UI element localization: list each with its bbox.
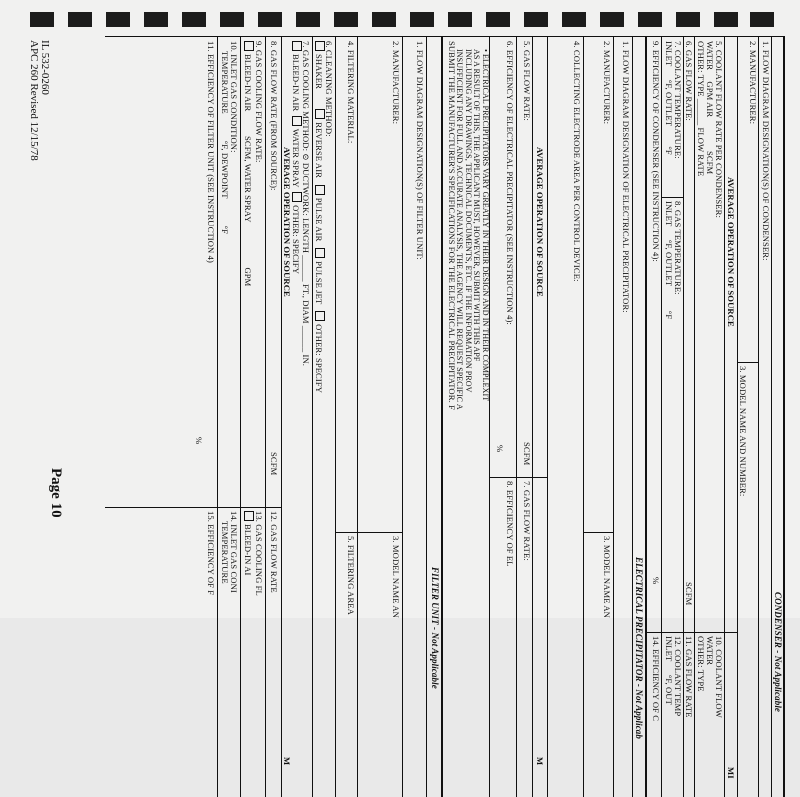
- bleed-in-air-checkbox[interactable]: [292, 41, 302, 51]
- precipitator-note: • ELECTRICAL PRECIPITATORS VARY GREATLY IN THEIR DESIGN AND IN THEIR COMPLEXIT AS A RESULT OF THIS, THE APPLICANT MUST, HOWEVER, SUBMIT WITH THIS APF INCLUDING ANY DRAWINGS, TECHNICAL DOCUMENTS, ETC. IF THE INFORMATION PROV INSUFFICIENT FOR FULL AND ACCURATE ANALYSIS, THE AGENCY WILL REQUEST SPECIFIC A: [455, 49, 490, 410]
- condenser-gas-temp-values: INLET °F, OUTLET °F: [664, 201, 674, 320]
- condenser-model-label: 3. MODEL NAME AND NUMBER:: [738, 366, 748, 497]
- bleed-in-air-flow-checkbox[interactable]: [244, 41, 254, 51]
- condenser-max-water: WATER: [705, 636, 715, 666]
- filter-cleaning-method-label: 6. CLEANING METHOD:: [324, 41, 334, 137]
- precipitator-title: ELECTRICAL PRECIPITATOR - Not Applicab: [634, 557, 644, 739]
- pulse-jet-checkbox[interactable]: [315, 248, 325, 258]
- filter-efficiency-max-label: 15. EFFICIENCY OF F: [206, 511, 216, 596]
- document-id: [28, 40, 50, 161]
- reverse-air-checkbox[interactable]: [315, 109, 325, 119]
- water-spray-checkbox[interactable]: [292, 116, 302, 126]
- punch-holes: [30, 12, 800, 28]
- filter-model-label: 3. MODEL NAME AN: [391, 536, 401, 618]
- filter-gas-flow-max-label: 12. GAS FLOW RATE: [269, 511, 279, 593]
- condenser-average-heading: AVERAGE OPERATION OF SOURCE: [726, 177, 736, 327]
- filter-efficiency-label: 11. EFFICIENCY OF FILTER UNIT (SEE INSTRUCTION 4): [206, 41, 216, 263]
- rotated-form: [105, 36, 785, 796]
- precipitator-electrode-area-label: 4. COLLECTING ELECTRODE AREA PER CONTROL DEVICE:: [572, 41, 582, 282]
- precipitator-max-heading: M: [535, 757, 545, 766]
- condenser-coolant-temp-label: 7. COOLANT TEMPERATURE:: [673, 41, 683, 159]
- filter-gas-flow-unit: SCFM: [269, 452, 279, 476]
- precipitator-efficiency-max-label: 8. EFFICIENCY OF EL: [505, 481, 515, 567]
- filter-gas-cooling-method: 7. GAS COOLING METHOD: ⊙ DUCTWORK: LENGTH ______ FT., DIAM ______ IN.: [301, 41, 311, 367]
- condenser-gas-flow-max-label: 11. GAS FLOW RATE: [684, 636, 694, 718]
- filter-cooling-flow-max-label: 13. GAS COOLING FL: [254, 511, 264, 596]
- revision-label: APC 260 Revised 12/15/78: [28, 40, 40, 161]
- condenser-manufacturer-label: 2. MANUFACTURER:: [748, 41, 758, 125]
- doc-code: IL 532-0260: [39, 40, 51, 95]
- precipitator-efficiency-label: 6. EFFICIENCY OF ELECTRICAL PRECIPITATOR (SEE INSTRUCTION 4):: [505, 41, 515, 325]
- filter-inlet-gas-label: 10. INLET GAS CONDITION:: [229, 41, 239, 153]
- condenser-max-other: OTHER: TYPE: [696, 636, 706, 692]
- filter-material-label: 4. FILTERING MATERIAL:: [346, 41, 356, 144]
- filter-cooling-flow-label: 9. GAS COOLING FLOW RATE:: [254, 41, 264, 163]
- filter-area-label: 5. FILTERING AREA: [346, 536, 356, 615]
- condenser-title: CONDENSER - Not Applicable: [773, 592, 783, 713]
- shaker-checkbox[interactable]: [315, 41, 325, 51]
- other-cleaning-checkbox[interactable]: [315, 311, 325, 321]
- bleed-in-air-max-checkbox[interactable]: [244, 511, 254, 521]
- precipitator-manufacturer-label: 2. MANUFACTURER:: [602, 41, 612, 125]
- condenser-other-type: OTHER: TYPE ______ FLOW RATE: [696, 41, 706, 177]
- precipitator-flow-diagram-label: 1. FLOW DIAGRAM DESIGNATION OF ELECTRICAL PRECIPITATOR:: [621, 41, 631, 313]
- precipitator-submit-note: SUBMIT THE MANUFACTURER'S SPECIFICATIONS FOR THE ELECTRICAL PRECIPITATOR. F: [447, 41, 457, 410]
- condenser-flow-diagram-label: 1. FLOW DIAGRAM DESIGNATION(S) OF CONDENSER:: [761, 41, 771, 261]
- precipitator-model-label: 3. MODEL NAME AN: [602, 536, 612, 618]
- filter-inlet-gas-max-label: 14. INLET GAS CONI: [229, 511, 239, 593]
- precipitator-gas-flow-max-label: 7. GAS FLOW RATE:: [522, 481, 532, 561]
- condenser-efficiency-label: 9. EFFICIENCY OF CONDENSER (SEE INSTRUCTION 4):: [651, 41, 661, 262]
- condenser-coolant-flow-max-label: 10. COOLANT FLOW: [714, 636, 724, 718]
- filter-inlet-gas-max-temp: TEMPERATURE: [220, 521, 230, 584]
- condenser-coolant-temp-max-values: INLET °F, OUT: [664, 636, 674, 706]
- condenser-coolant-temp-values: INLET °F, OUTLET °F: [664, 41, 674, 155]
- filter-cooling-options: BLEED-IN AIR WATER SPRAY OTHER: SPECIFY: [291, 41, 302, 274]
- condenser-coolant-flow-label: 5. COOLANT FLOW RATE PER CONDENSER:: [714, 41, 724, 218]
- filter-cleaning-options: SHAKER REVERSE AIR PULSE AIR PULSE JET OTHER: SPECIFY: [314, 41, 325, 393]
- condenser-gas-flow-unit: SCFM: [684, 582, 694, 606]
- filter-manufacturer-label: 2. MANUFACTURER:: [391, 41, 401, 125]
- condenser-water-gpm: WATER GPM AIR SCFM: [705, 41, 715, 175]
- pulse-air-checkbox[interactable]: [315, 185, 325, 195]
- filter-average-heading: AVERAGE OPERATION OF SOURCE: [282, 147, 292, 297]
- precipitator-average-heading: AVERAGE OPERATION OF SOURCE: [535, 147, 545, 297]
- condenser-gas-flow-label: 6. GAS FLOW RATE:: [684, 41, 694, 121]
- condenser-efficiency-unit: %: [651, 577, 661, 585]
- condenser-coolant-temp-max-label: 12. COOLANT TEMP: [673, 636, 683, 717]
- filter-efficiency-unit: %: [194, 437, 204, 445]
- filter-flow-diagram-label: 1. FLOW DIAGRAM DESIGNATION(S) OF FILTER UNIT:: [415, 41, 425, 260]
- page-number: Page 10: [48, 468, 64, 518]
- condenser-efficiency-max-label: 14. EFFICIENCY OF C: [651, 636, 661, 722]
- filter-title: FILTER UNIT - Not Applicable: [430, 567, 440, 689]
- precipitator-gas-flow-label: 5. GAS FLOW RATE:: [522, 41, 532, 121]
- filter-inlet-gas-values: TEMPERATURE °F, DEWPOINT °F: [220, 51, 230, 234]
- precipitator-gas-flow-unit: SCFM: [522, 442, 532, 466]
- condenser-max-heading: MI: [726, 767, 736, 779]
- filter-cooling-flow-values: BLEED-IN AIR SCFM, WATER SPRAY GPM: [243, 41, 254, 286]
- other-cooling-checkbox[interactable]: [292, 192, 302, 202]
- filter-gas-flow-label: 8. GAS FLOW RATE (FROM SOURCE):: [269, 41, 279, 191]
- condenser-gas-temp-label: 8. GAS TEMPERATURE:: [673, 201, 683, 295]
- filter-cooling-flow-max-option: BLEED-IN AI: [243, 511, 254, 575]
- precipitator-efficiency-unit: %: [495, 445, 505, 453]
- filter-max-heading: M: [282, 757, 292, 766]
